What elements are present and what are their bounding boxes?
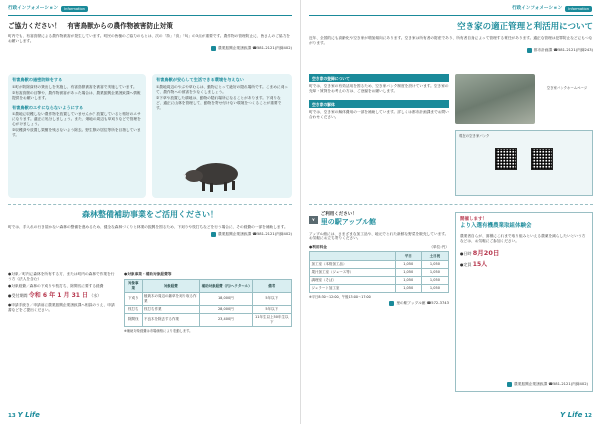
- forest-table-title: ●対象事業・補助対象経費等: [124, 272, 172, 276]
- deadline-suffix: （水）: [89, 292, 102, 298]
- sub2-item-2: ②収穫済や放置し果樹を残さないよう除去。野生獣の居住等所を目指しています。: [12, 128, 141, 138]
- th-2: 対象経費: [142, 279, 200, 292]
- akiya-contact-text: 都市計画課 ☎581-2121(内線243): [533, 48, 593, 53]
- right-page-number: [560, 411, 592, 420]
- crop-title: ご協力ください！ 有害鳥獣からの農作物被害防止対策: [8, 22, 173, 30]
- magazine-logo: Y Life: [560, 410, 583, 419]
- apple-section: [309, 212, 449, 306]
- crop-contact: [8, 46, 292, 51]
- table-header-row: [125, 279, 292, 292]
- bank-title: 空き家の登録について: [309, 74, 449, 82]
- section-divider: [8, 204, 292, 205]
- event-title: より入選有機農業取組体験会: [460, 223, 532, 230]
- forest-title: 森林整備補助事業をご活用ください！: [82, 210, 218, 219]
- apple-hours: ※平日8:30〜12:00、午後13:00〜17:00: [309, 294, 371, 299]
- table-row: [310, 276, 449, 284]
- qr-code-icon[interactable]: [495, 148, 517, 170]
- sub3-item-2: ②下草や放置した耕地は、動物の隠れ場所になることがあります。下刈りなど、適正に山林を管理して、動物を寄せ付けない環境をつくることが重要です。: [156, 95, 282, 110]
- sub3-title: 有害鳥獣が安心して生活できる環境を与えない: [156, 77, 244, 82]
- cell: 果汁加工室（ジュース等）: [310, 268, 396, 276]
- akiya-title: 空き家の適正管理と利活用について: [457, 22, 593, 32]
- phone-icon: [211, 232, 216, 237]
- page-number: 13: [8, 412, 16, 419]
- akiya-section: [309, 22, 593, 53]
- apple-contact: [309, 301, 449, 306]
- table-row: [310, 284, 449, 292]
- sub1-title: 有害鳥獣の過密防除をする: [12, 77, 63, 82]
- cell: 1,050: [395, 268, 421, 276]
- people-label: ●定員: [460, 262, 472, 268]
- consult-title: 空き家の解体: [309, 100, 449, 108]
- cell: 下刈り: [125, 292, 143, 305]
- deadline-label: ●受付期間: [8, 292, 28, 298]
- cell: 除間伐: [125, 313, 143, 326]
- price-title: ●利用料金: [309, 245, 327, 250]
- header-rule: [309, 15, 593, 16]
- crop-sub-left: [8, 74, 146, 198]
- sub2-title: 有害鳥獣のエサにならないようにする: [12, 104, 84, 110]
- qr-block: [541, 86, 593, 91]
- th-3: 補助対象経費（円/ヘクタール）: [200, 279, 252, 292]
- header-tag: Information: [61, 6, 88, 13]
- table-row: [125, 292, 292, 305]
- akiya-body: 近年、全国的にも高齢化や空き家が増加傾向にあります。空き家は所有者の財産であり、所有者自身によって管理する責任があります。適正な管理は犯罪防止などにもつながります。: [309, 36, 593, 46]
- cell: 1,050: [395, 260, 421, 268]
- sub1-item-2: ②有害鳥獣の目撃や、農作物被害があった場合は、農業振興企業誘致課へ情報提供をお願いします。: [12, 90, 141, 100]
- akiya-bank: [309, 74, 449, 120]
- sub3-item-1: ①農地周辺のやぶや草むらは、動物にとって絶好の隠れ場所です。こまめに刈って、農作物への被害を少なくしましょう。: [156, 84, 288, 94]
- th-4: 備考: [252, 279, 291, 292]
- qr-code-icon[interactable]: [531, 148, 553, 170]
- forest-section: [8, 210, 292, 237]
- sub2-item-1: ①農地に収穫しない農作物を放置していませんか？放置していると格好のエサになります。適正に処分しましょう。また、畑地の周辺も草刈りなどで管理を心がけましょう。: [12, 112, 141, 127]
- page-number: 12: [584, 412, 592, 419]
- cell: 1,050: [421, 284, 448, 292]
- cell: 植栽木の周辺の雑草を刈り取る作業: [142, 292, 200, 305]
- apple-banner: ご利用ください！: [320, 212, 357, 217]
- section-divider: [309, 204, 593, 205]
- forest-deadline: [8, 292, 118, 300]
- boar-illustration-icon: [182, 154, 252, 194]
- deadline-value: 令和 6 年 1 月 31 日: [28, 291, 89, 299]
- date-value: 8月20日: [472, 249, 500, 258]
- cell: 23,400円: [200, 313, 252, 326]
- cell: 枝打ち作業: [142, 305, 200, 313]
- cell: 調理室（そば）: [310, 276, 396, 284]
- event-contact: [507, 382, 588, 387]
- cell: 枝打ち: [125, 305, 143, 313]
- left-header: [8, 4, 88, 14]
- crop-contact-text: 農業振興企業誘致課 ☎581-2121(内線402): [218, 45, 292, 50]
- phone-icon: [211, 46, 216, 51]
- forest-item-4: ●申請手続き／申請前に農業振興企業誘致課へ相談のうえ、申請書などをご提出ください。: [8, 303, 115, 313]
- apple-title: 里の駅アップル館: [320, 218, 376, 227]
- event-section: [455, 212, 593, 392]
- crop-section: [8, 22, 292, 51]
- crop-body: 町内でも、有害鳥獣による農作物被害が発生しています。町民の皆様のご協力のもとは、次の「持」「食」「匂」の3点が重要です。農作物の管理防止に、皆さんのご協力をお願いします。: [8, 33, 290, 43]
- forest-body: 町では、手入れの行き届かない森林の整備を進めるため、健全な森林づくりと林業の振興を図るため、下刈りや枝打ちなどを行う場合に、その経費の一部を補助します。: [8, 224, 288, 229]
- phone-icon: [389, 301, 394, 306]
- phone-icon: [527, 48, 532, 53]
- right-page: [300, 0, 600, 424]
- cell: 1,050: [395, 276, 421, 284]
- date-label: ●日時: [460, 251, 472, 257]
- th-3: 土日祝: [421, 252, 448, 260]
- photo-caption: 現在の空き家バンク: [459, 134, 490, 138]
- table-row: [125, 313, 292, 326]
- people-value: 15人: [472, 261, 488, 269]
- table-header-row: [310, 252, 449, 260]
- cell: 1,050: [421, 268, 448, 276]
- forest-table-block: [124, 272, 292, 333]
- apple-contact-text: 里の駅アップル館 ☎572-3743: [396, 301, 449, 306]
- apple-body: アップル館には、さまざまな加工品や、地元でとれた新鮮な野菜を販売しています。お気軽にお立ち寄りください。: [309, 231, 449, 241]
- table-row: [310, 268, 449, 276]
- forest-contact-text: 農業振興企業誘致課 ☎581-2121(内線402): [218, 231, 292, 236]
- header-title: 行政インフォメーション: [8, 5, 59, 11]
- table-row: [125, 305, 292, 313]
- left-page-number: [8, 411, 40, 420]
- akiya-qr-panel: [455, 130, 593, 196]
- price-table: [309, 251, 449, 292]
- cell: 加工室（本格加工品）: [310, 260, 396, 268]
- header-tag: Information: [565, 6, 592, 13]
- price-unit: （単位:円）: [429, 245, 449, 250]
- cell: 11年生以上50年生以下: [252, 313, 291, 326]
- qr-caption: 空き家バンクホームページ: [546, 86, 588, 90]
- akiya-contact: [309, 48, 593, 53]
- right-header: [512, 4, 592, 14]
- header-title: 行政インフォメーション: [512, 5, 563, 11]
- cell: 5年以下: [252, 305, 291, 313]
- house-photo-icon: [455, 74, 535, 124]
- forest-info: [8, 272, 118, 313]
- event-body: 農業者自らが、面積にこれまで取り組みといえる農薬を減らしたいという方などは、お気軽にご参加ください。: [460, 234, 586, 244]
- table-row: [310, 260, 449, 268]
- event-banner: 開催します！: [460, 217, 487, 222]
- th-1: 対象事業: [125, 279, 143, 292]
- forest-table: [124, 279, 292, 327]
- cell: 1,050: [395, 284, 421, 292]
- cell: 18,000円: [200, 292, 252, 305]
- crop-sub-right: [152, 74, 292, 198]
- forest-item-2: ●対象経費／森林の下刈りや枝打ち、除間伐に要する経費: [8, 283, 104, 288]
- cell: 1,050: [421, 260, 448, 268]
- apple-tag: Y: [309, 216, 318, 224]
- event-contact-text: 農業振興企業誘致課 ☎581-2121(内線402): [514, 382, 588, 386]
- event-date: [460, 249, 588, 258]
- magazine-logo: Y Life: [17, 410, 40, 419]
- event-people: [460, 261, 588, 269]
- consult-body: 町では、空き家の解体費用の一部を補助しています。詳しくは都市計画課までお問い合わせください。: [309, 110, 449, 120]
- forest-item-1: ●対象／町内に森林を所有する方、または町内の森林で作業を行う方（法人を含む）: [8, 272, 115, 281]
- cell: 28,000円: [200, 305, 252, 313]
- header-rule: [8, 15, 292, 16]
- bank-body: 町では、空き家の有効活用を図るため、空き家バンク制度を設けています。空き家の売却・賃貸をお考えの方は、ご登録をお願いします。: [309, 84, 449, 94]
- th-1: [310, 252, 396, 260]
- forest-notes: ※補助対象経費は市場価格により変動します。: [124, 328, 193, 333]
- cell: 5年以下: [252, 292, 291, 305]
- sub1-item-1: ①町が防除資材の貸出しを実施し、有害鳥獣被害を被害で実施しています。: [12, 84, 137, 89]
- forest-contact: [8, 232, 292, 237]
- phone-icon: [507, 382, 512, 387]
- cell: ジェラート加工室: [310, 284, 396, 292]
- th-2: 平日: [395, 252, 421, 260]
- cell: 1,050: [421, 276, 448, 284]
- cell: 不良木を除去する作業: [142, 313, 200, 326]
